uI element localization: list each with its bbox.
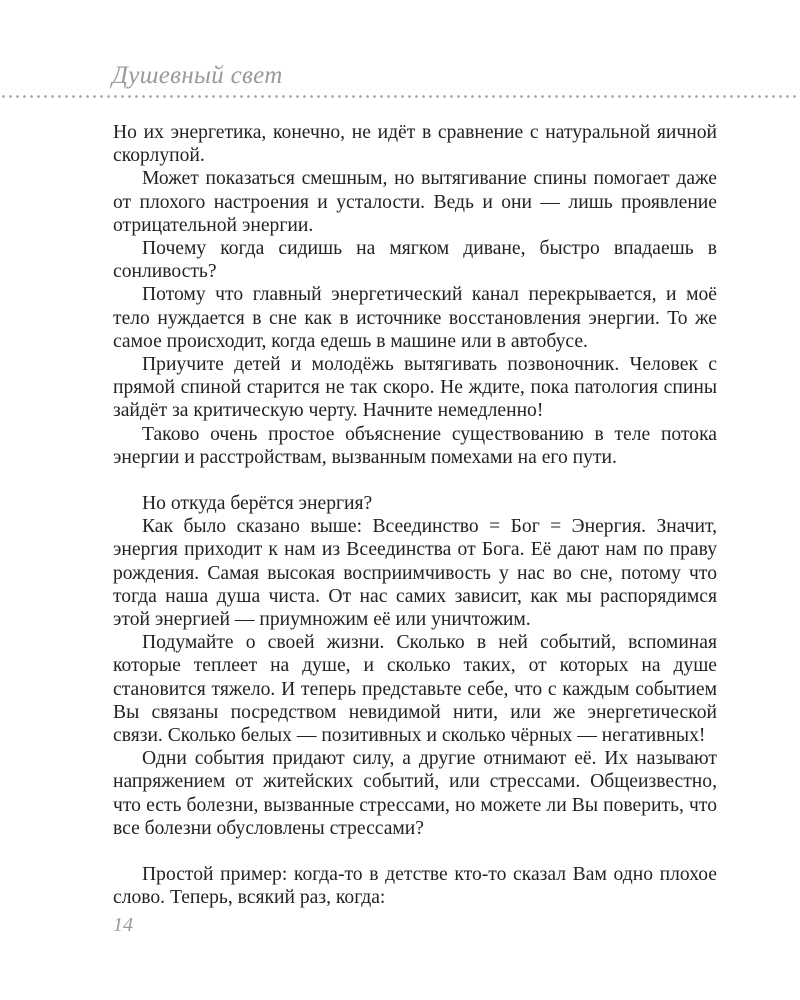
paragraph: Но откуда берётся энергия? xyxy=(142,493,373,515)
paragraph: Почему когда сидишь на мягком диване, быстро впадаешь в сонливость? xyxy=(113,238,717,283)
paragraph: Как было сказано выше: Всеединство = Бог = Энергия. Значит, энергия приходит к нам из Всеединства от Бога. Её дают нам по праву рождения. Самая высокая восприимчивость у нас во сне, потому что тогда наша душа чиста. От нас самих зависит, как мы распорядимся этой энергией — приумножим её или уничтожим. xyxy=(113,516,717,631)
dotted-header-rule xyxy=(0,95,800,98)
paragraph: Одни события придают силу, а другие отнимают её. Их называют напряжением от житейских событий, или стрессами. Общеизвестно, что есть болезни, вызванные стрессами, но можете ли Вы поверить, что все болезни обусловлены стрессами? xyxy=(113,748,717,839)
running-head-title: Душевный свет xyxy=(112,62,283,89)
paragraph: Подумайте о своей жизни. Сколько в ней событий, вспоминая которые теплеет на душе, и сколько таких, от которых на душе становится тяжело. И теперь представьте себе, что с каждым событием Вы связаны посредством невидимой нити, или же энергетической связи. Сколько белых — позитивных и сколько чёрных — негативных! xyxy=(113,632,717,747)
paragraph: Простой пример: когда-то в детстве кто-то сказал Вам одно плохое слово. Теперь, всякий раз, когда: xyxy=(113,864,717,909)
paragraph: Потому что главный энергетический канал перекрывается, и моё тело нуждается в сне как в источнике восстановления энергии. То же самое происходит, когда едешь в машине или в автобусе. xyxy=(113,284,717,352)
page-number: 14 xyxy=(113,914,133,936)
paragraph: Может показаться смешным, но вытягивание спины помогает даже от плохого настроения и усталости. Ведь и они — лишь проявление отрицательной энергии. xyxy=(113,168,717,236)
paragraph: Приучите детей и молодёжь вытягивать позвоночник. Человек с прямой спиной старится не так скоро. Не ждите, пока патология спины зайдёт за критическую черту. Начните немедленно! xyxy=(113,354,717,422)
body-text xyxy=(113,121,717,910)
paragraph: Но их энергетика, конечно, не идёт в сравнение с натуральной яичной скорлупой. xyxy=(113,122,717,167)
paragraph: Таково очень простое объяснение существованию в теле потока энергии и расстройствам, вызванным помехами на его пути. xyxy=(113,423,717,468)
